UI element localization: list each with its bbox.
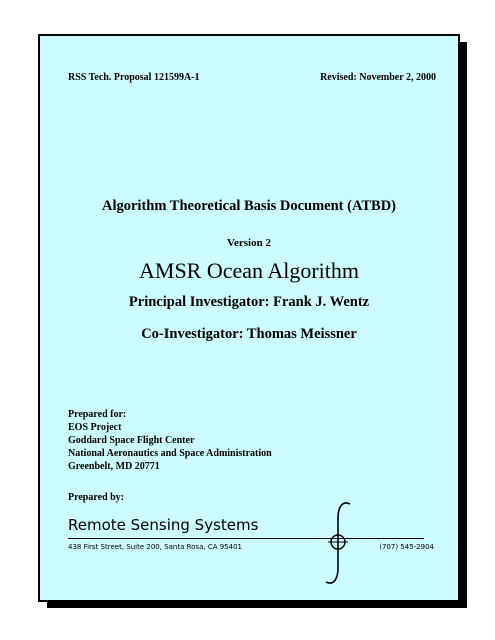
company-phone: (707) 545-2904	[379, 543, 434, 551]
revised-date: Revised: November 2, 2000	[320, 72, 436, 83]
company-address: 438 First Street, Suite 200, Santa Rosa, CA 95401	[68, 543, 242, 551]
prepared-for-line: Goddard Space Flight Center	[68, 435, 195, 446]
prepared-for-label: Prepared for:	[68, 409, 127, 420]
prepared-for-line: EOS Project	[68, 422, 122, 433]
prepared-by-label: Prepared by:	[68, 492, 125, 503]
prepared-for-block	[68, 408, 272, 473]
prepared-for-line: Greenbelt, MD 20771	[68, 461, 160, 472]
cover-page	[38, 34, 460, 602]
document-type: Algorithm Theoretical Basis Document (ATBD)	[101, 198, 396, 214]
company-name: Remote Sensing Systems	[68, 516, 259, 534]
main-title: AMSR Ocean Algorithm	[139, 258, 359, 283]
company-divider	[68, 538, 424, 539]
co-investigator: Co-Investigator: Thomas Meissner	[141, 326, 357, 342]
principal-investigator: Principal Investigator: Frank J. Wentz	[128, 294, 370, 310]
version-label: Version 2	[227, 237, 271, 249]
prepared-for-line: National Aeronautics and Space Administration	[68, 448, 272, 459]
integral-sign-logo-icon	[316, 500, 360, 586]
proposal-id: RSS Tech. Proposal 121599A-1	[68, 72, 200, 83]
